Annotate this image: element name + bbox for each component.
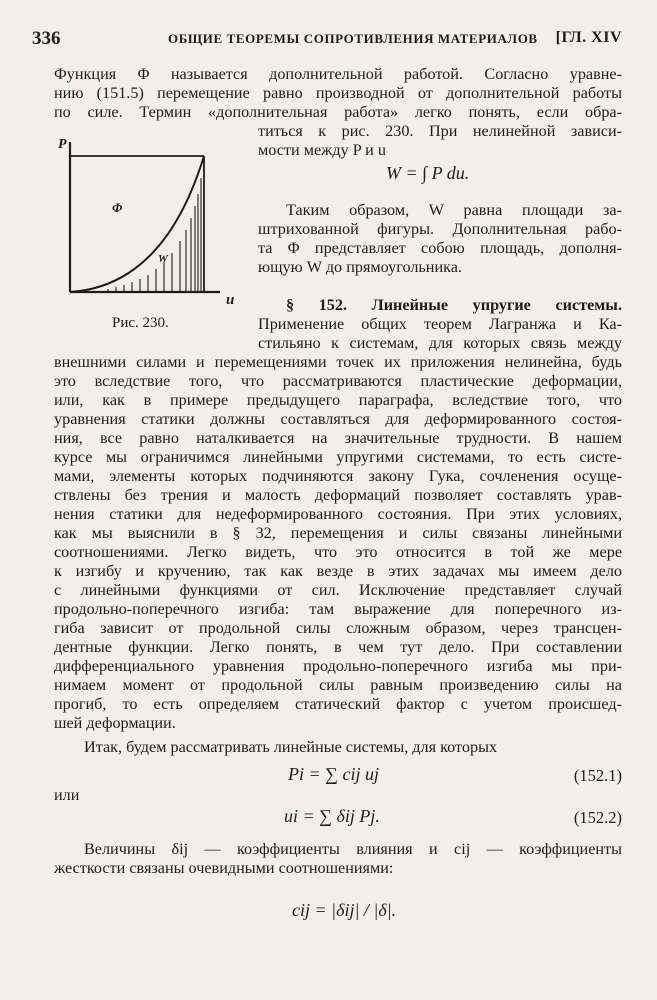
- text-line: как мы выяснили в § 32, перемещения и силы связаны линейными: [54, 524, 622, 542]
- text-line: соотношениями. Легко видеть, что это относится в той же мере: [54, 543, 622, 561]
- text-line: нимаем момент от продольной силы равным произведению силы на: [54, 676, 622, 694]
- text-line: нию (151.5) перемещение равно производной от дополнительной работы: [54, 84, 622, 102]
- text-line: нения статики для недеформированного состояния. При этих условиях,: [54, 505, 622, 523]
- equation-work: W = ∫ P du.: [386, 163, 470, 183]
- axis-label-p: P: [58, 137, 67, 152]
- section-heading: § 152. Линейные упругие системы.: [286, 296, 622, 314]
- area-label-phi: Φ: [112, 200, 123, 215]
- running-header: [32, 28, 622, 52]
- text-line: Величины δij — коэффициенты влияния и cij — коэффициенты: [84, 840, 622, 858]
- text-line: уравнения статики должны составляться для деформированного состоя-: [54, 410, 622, 428]
- text-line: дифференциального уравнения продольно-поперечного изгиба мы при-: [54, 657, 622, 675]
- text-line: ствлены без трения и малость деформаций позволяет составлять урав-: [54, 486, 622, 504]
- text-line: титься к рис. 230. При нелинейной зависи-: [258, 122, 622, 140]
- text-line: жесткости связаны очевидными соотношениями:: [54, 859, 394, 877]
- figure-230: [54, 136, 244, 316]
- text-line: курсе мы ограничимся линейными упругими системами, то есть систе-: [54, 448, 622, 466]
- text-line: Применение общих теорем Лагранжа и Ка-: [258, 315, 622, 333]
- text-line: продольно-поперечного изгиба: там выражение для поперечного из-: [54, 600, 622, 618]
- text-line: шей деформации.: [54, 714, 176, 732]
- text-line: ющую W до прямоугольника.: [258, 258, 462, 276]
- text-line: с линейными функциями от сил. Исключение представляет случай: [54, 581, 622, 599]
- text-line: по силе. Термин «дополнительная работа» легко понять, если обра-: [54, 103, 622, 121]
- equation-number-152-2: (152.2): [573, 808, 622, 827]
- page-number: 336: [32, 28, 61, 49]
- text-line: к изгибу и кручению, так как везде в этих задачах мы имеем дело: [54, 562, 622, 580]
- text-line: или: [54, 786, 80, 804]
- figure-caption: Рис. 230.: [112, 315, 169, 331]
- equation-number-152-1: (152.1): [573, 766, 622, 785]
- text-line: дентные функции. Легко понять, в чем тут дело. При составлении: [54, 638, 622, 656]
- text-line: Итак, будем рассматривать линейные системы, для которых: [84, 738, 498, 756]
- axis-label-u: u: [226, 292, 235, 308]
- text-line: или, как в примере предыдущего параграфа, вследствие того, что: [54, 391, 622, 409]
- text-line: Функция Φ называется дополнительной работой. Согласно уравне-: [54, 65, 622, 83]
- text-line: ния, все равно наталкивается на значительные трудности. В нашем: [54, 429, 622, 447]
- text-line: гиба зависит от продольной силы сложным образом, через трансцен-: [54, 619, 622, 637]
- equation-stiffness: cij = |δij| / |δ|.: [292, 900, 397, 920]
- text-line: мами, элементы которых подчиняются закону Гука, сочленения осуще-: [54, 467, 622, 485]
- area-label-w: W: [158, 253, 168, 265]
- text-line: штрихованной фигуры. Дополнительная рабо-: [258, 220, 622, 238]
- text-line: Таким образом, W равна площади за-: [286, 201, 622, 219]
- running-title: ОБЩИЕ ТЕОРЕМЫ СОПРОТИВЛЕНИЯ МАТЕРИАЛОВ: [168, 31, 538, 46]
- text-line: внешними силами и перемещениями точек их приложения нелинейна, будь: [54, 353, 622, 371]
- text-line: мости между P и u: [258, 141, 386, 159]
- equation-152-1: Pi = ∑ cij uj: [288, 764, 379, 784]
- text-line: это вследствие того, что рассматриваются пластические деформации,: [54, 372, 622, 390]
- text-line: та Φ представляет собою площадь, дополня-: [258, 239, 622, 257]
- text-line: стильяно к системам, для которых связь между: [258, 334, 622, 352]
- text-line: прогиб, то есть определяем статический фактор с учетом происшед-: [54, 695, 622, 713]
- equation-152-2: ui = ∑ δij Pj.: [284, 806, 380, 826]
- chapter-label: [ГЛ. XIV: [555, 29, 622, 46]
